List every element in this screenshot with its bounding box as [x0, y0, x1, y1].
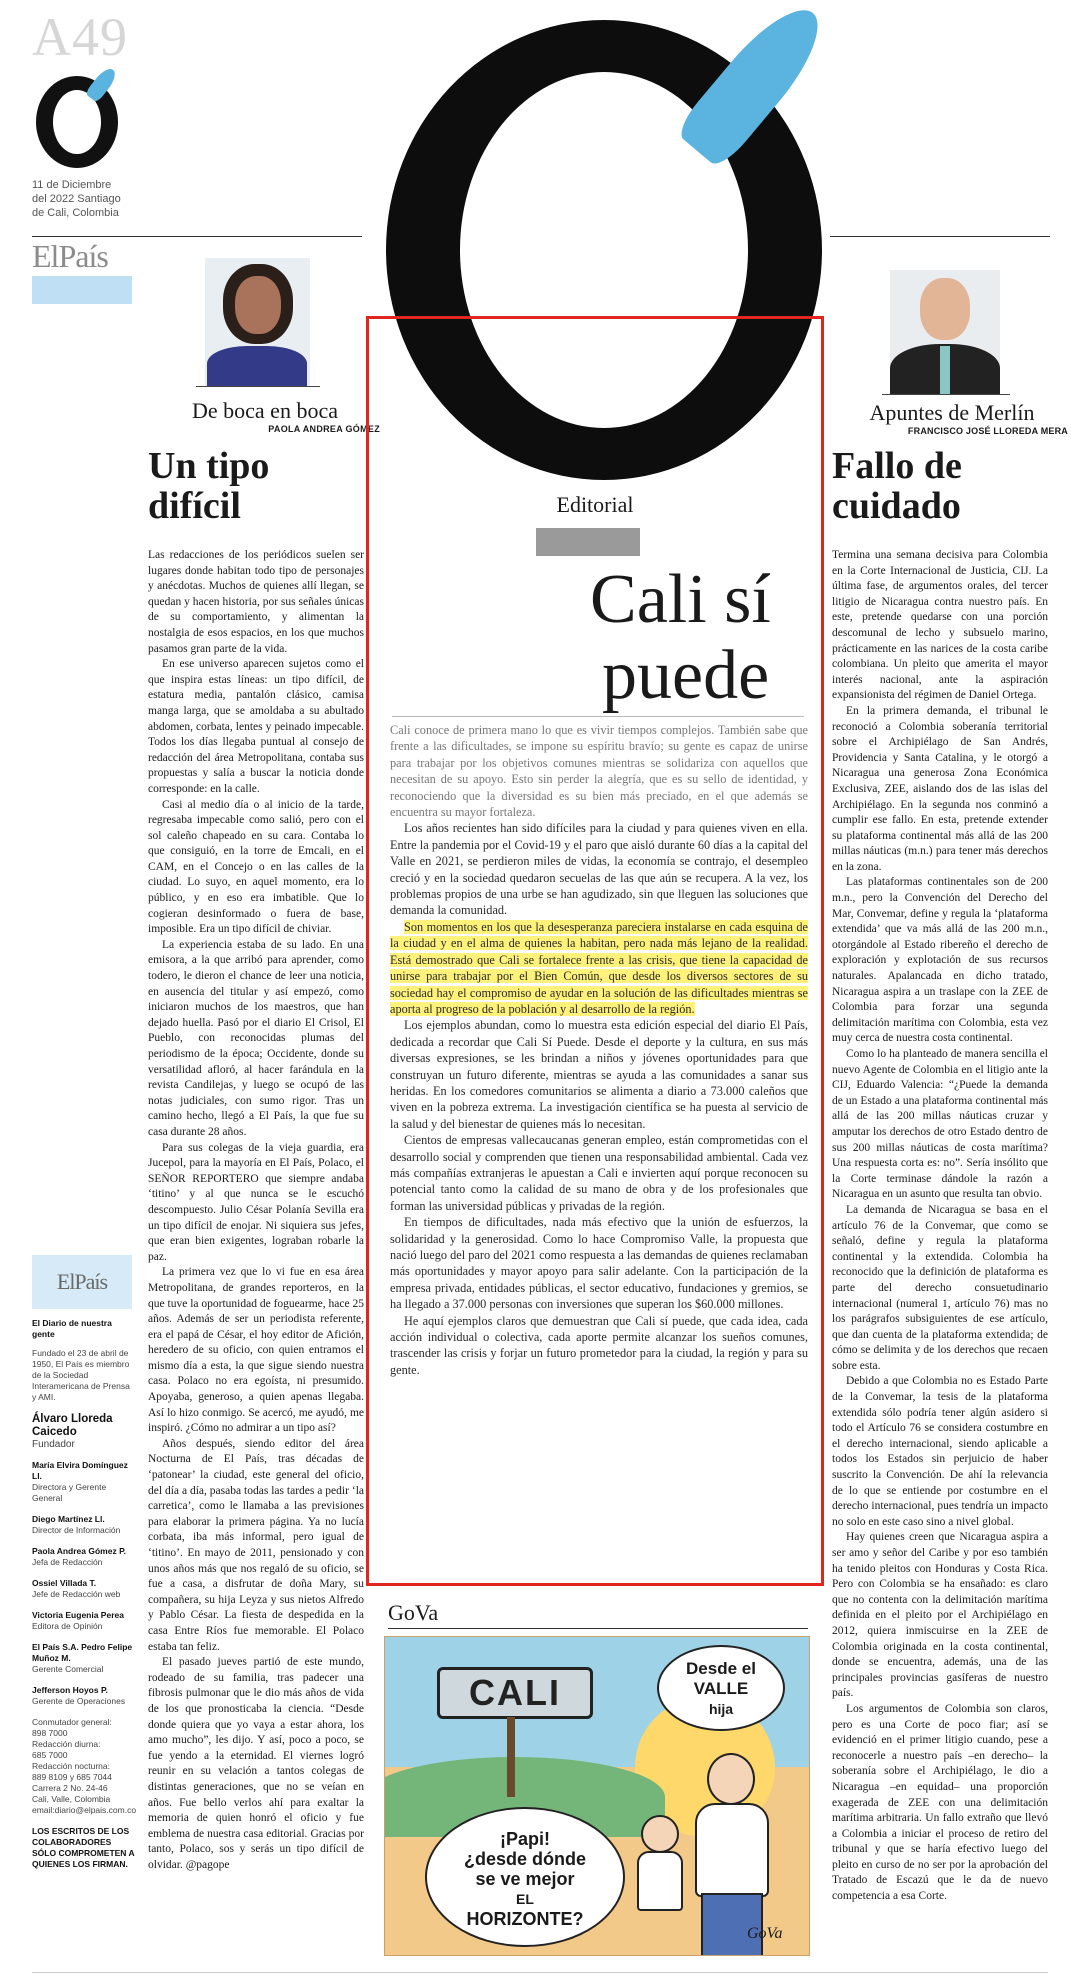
- staff-role: Jefe de Redacción web: [32, 1589, 121, 1599]
- staff-entry: [32, 1685, 136, 1707]
- editorial-body: [390, 722, 808, 1378]
- contact-line: 898 7000: [32, 1728, 68, 1738]
- masthead-disclaimer: LOS ESCRITOS DE LOS COLABORADORES SÓLO COMPROMETEN A QUIENES LOS FIRMAN.: [32, 1826, 135, 1869]
- editorial-headline-rule: [392, 716, 804, 717]
- paragraph: Los ejemplos abundan, como lo muestra esta edición especial del diario El País, dedicada a recordar que Cali Sí Puede. Desde el deporte y la cultura, en sus más diversas expresiones, se les brindan a niños y jóvenes oportunidades para que construyan un futuro diferente, mientras se ayuda a las comunidades a sanar sus heridas. En los comedores comunitarios se alimenta a diario a 73.000 caleños que viven en la pobreza extrema. La investigación científica se ha puesta al servicio de la salud y del bienestar de quienes más lo necesitan.: [390, 1018, 808, 1131]
- staff-name: El País S.A. Pedro Felipe Muñoz M.: [32, 1642, 133, 1663]
- column-author-right: FRANCISCO JOSÉ LLOREDA MERA: [907, 426, 1068, 436]
- paragraph: La primera vez que lo vi fue en esa área Metropolitana, de grandes reporteros, en la que tuve la oportunidad de foguearme, hace 25 años. Además de ser un periodista referente, era el papá de César, el hoy editor de Afición, heredero de su oficio, con quien entramos el mismo día a esta, la que sigue siendo nuestra casa. Polaco no era egoísta, ni presumido. Apoyaba, generoso, a quien apenas llegaba. Así lo hizo conmigo. Se acercó, me ayudó, me inspiró. ¿Cómo no admirar a un tipo así?: [148, 1266, 364, 1435]
- paragraph: Las redacciones de los periódicos suelen ser lugares donde habitan todo tipo de personajes y anécdotas. Muchos de quienes allí llegan, se quedan y hacen historia, por sus señales únicas de su comportamiento, y alimentan la nostalgia de esos espacios, en los que muchos pasamos gran parte de la vida.: [148, 549, 364, 655]
- date-line-1: 11 de Diciembre: [32, 179, 112, 191]
- editorial-headline-line-1: Cali sí: [590, 561, 771, 638]
- paragraph: Termina una semana decisiva para Colombia en la Corte Internacional de Justicia, CIJ. La última fase, de argumentos orales, del tercer litigio de Nicaragua contra nuestro país. En este, pretende quedarse con una porción descomunal de lecho y subsuelo marino, prácticamente en las narices de la costa caribe colombiana. Un pleito que amerita el mayor interés nacional, ante la aspiración expansionista del régimen de Daniel Ortega.: [832, 549, 1048, 702]
- staff-entry: [32, 1460, 136, 1504]
- speech-child-line-4: EL: [516, 1891, 534, 1907]
- staff-role: Jefa de Redacción: [32, 1557, 103, 1567]
- staff-role: Gerente de Operaciones: [32, 1696, 126, 1706]
- staff-name: María Elvira Domínguez Ll.: [32, 1460, 128, 1481]
- page-number: A49: [32, 7, 128, 67]
- contact-line: Conmutador general:: [32, 1717, 112, 1727]
- editorial-label: Editorial: [556, 492, 634, 517]
- headline-left-line-2: difícil: [148, 485, 241, 527]
- author-photo-left-face: [235, 276, 281, 334]
- paragraph: Hay quienes creen que Nicaragua aspira a ser amo y señor del Caribe y por eso también ha tenido pleitos con Honduras y Costa Rica. Pero con Colombia se ha ensañado: es claro que no contenta con la delimitación marítima definida en el pleito por el Archipiélago en 2012, quiera inmiscuirse en la ZEE de Colombia originada en la costa continental, donde se encuentra, además, una de las principales provincias gasíferas de nuestro país.: [832, 1531, 1048, 1700]
- editorial-headline: [590, 562, 771, 714]
- author-photo-right-base: [882, 394, 1010, 395]
- staff-entry: [32, 1610, 136, 1632]
- staff-role: Directora y Gerente General: [32, 1482, 107, 1503]
- author-photo-right-face: [920, 278, 970, 340]
- brand-blue-bar: [32, 276, 132, 304]
- paragraph: La experiencia estaba de su lado. En una emisora, a la que arribó para aprender, como todero, le dieron el chance de leer una noticia, en ausencia del titular y así empezó, como iniciaron muchos de los maestros, que han dejado huella. Pasó por el diario El Crisol, El Pueblo, con reconocidas plumas del periodismo de la época; Occidente, donde su versatilidad afloró, al hacer farándula en la revista Candilejas, y luego se ocupó de las notas judiciales, con sumo rigor. Tras un camino hecho, llegó a El País, la que fue su casa durante 28 años.: [148, 938, 364, 1138]
- staff-name: Paola Andrea Gómez P.: [32, 1546, 127, 1556]
- father-head: [707, 1753, 755, 1805]
- father-body: [695, 1803, 769, 1897]
- staff-role: Editora de Opinión: [32, 1621, 103, 1631]
- speech-child-line-3: se ve mejor: [475, 1869, 575, 1889]
- paragraph: Debido a que Colombia no es Estado Parte de la Convemar, la tesis de la plataforma extendida sólo podría tener algún asidero si todo el Artículo 76 se considera costumbre en el derecho internacional, siendo aplicable a todos los Estados sin perjuicio de haber suscrito la Convención. De ahí la relevancia de lo que se entiende por costumbre en el derecho internacional, pues tendría un impacto no solo en este caso sino a nivel global.: [832, 1375, 1048, 1528]
- paragraph: He aquí ejemplos claros que demuestran que Cali sí puede, que cada idea, cada acción individual o colectiva, cada aporte permite alcanzar los sueños comunes, trascender las crisis y forjar un futuro prometedor para la ciudad, la región y para su gente.: [390, 1313, 808, 1377]
- staff-entry: [32, 1514, 136, 1536]
- paragraph: La demanda de Nicaragua se basa en el artículo 76 de la Convemar, que como se señaló, define y regula la plataforma continental y la extendida. Colombia ha reconocido que la definición de plataforma es parte del derecho consuetudinario internacional (numeral 1, artículo 76) mas no los parágrafos subsiguientes de ese artículo, que dan cuenta de la plataforma extendida; de cómo se delimita y de los derechos que recaen sobre esta.: [832, 1203, 1048, 1372]
- column-author-left: PAOLA ANDREA GÓMEZ: [268, 424, 380, 434]
- headline-right-line-2: cuidado: [832, 485, 961, 527]
- paragraph: Las plataformas continentales son de 200 m.n., pero la Convención del Derecho del Mar, Convemar, define y regula la ‘plataforma extendida’ que va más allá de las 200 m.n., otorgándole al Estado ribereño el derecho de exploración y explotación de sus recursos naturales. Apalancada en dicho tratado, Nicaragua aspira a un traslape con la ZEE de Colombia para forzar una segunda delimitación marítima con Colombia, esta vez muy cerca de nuestra costa continental.: [832, 876, 1048, 1045]
- editorial-headline-line-2: puede: [602, 637, 770, 714]
- cartoon-cali-sign: CALI: [437, 1667, 593, 1719]
- masthead-brand: ElPaís: [56, 1269, 108, 1294]
- cartoon-rule: [388, 1628, 808, 1629]
- paragraph: Para sus colegas de la vieja guardia, era Jucepol, para la mayoría en El País, Polaco, el SEÑOR REPORTERO que siempre andaba ‘titino’ y al que nunca se le escuchó descompuesto. Julio César Polanía Sevilla era un tipo difícil de enojar. Ni siquiera sus jefes, que eran bien exigentes, lograban robarle la paz.: [148, 1141, 364, 1263]
- headline-left: [148, 446, 269, 526]
- headline-left-line-1: Un tipo: [148, 445, 270, 487]
- staff-entry: [32, 1578, 136, 1600]
- author-photo-right: [890, 270, 1000, 394]
- cartoon-sign-post: [507, 1717, 515, 1797]
- masthead-tagline: El Diario de nuestra gente: [32, 1318, 112, 1339]
- child-head: [641, 1815, 679, 1853]
- speech-child-line-5: HORIZONTE?: [466, 1909, 584, 1929]
- staff-entry: [32, 1642, 136, 1675]
- cartoon-child: [633, 1815, 683, 1915]
- staff-name: Victoria Eugenia Perea: [32, 1610, 124, 1620]
- staff-name: Ossiel Villada T.: [32, 1578, 97, 1588]
- highlighted-paragraph: [390, 919, 808, 1017]
- masthead-contact: [32, 1717, 136, 1816]
- headline-right-line-1: Fallo de: [832, 445, 962, 487]
- headline-right: [832, 446, 962, 526]
- child-body: [637, 1851, 683, 1911]
- staff-name: Álvaro Lloreda Caicedo: [32, 1413, 113, 1438]
- paragraph: Casi al medio día o al inicio de la tarde, regresaba impecable como salió, pero con el sol caleño chapeado en su cara. Contaba lo que consiguió, en la torre de Emcali, en el CAM, en el Concejo o en las calles de la ciudad. Lo suyo, en aquel momento, era lo público, y en eso era imbatible. Que lo cogieran desinformado o fuera de base, imposible. Era un tipo difícil de chiviar.: [148, 798, 364, 936]
- contact-line: 889 8109 y 685 7044: [32, 1772, 112, 1782]
- paragraph: En tiempos de dificultades, nada más efectivo que la unión de esfuerzos, la solidaridad y la generosidad. Como lo hace Compromiso Valle, la propuesta que nació luego del paro del 2021 como respuesta a las demandas de quienes reclamaban más oportunidades y mayor apoyo para salir adelante. Con la participación de la empresa privada, entidades públicas, el sector educativo, fundaciones y gremios, se ha llegado a 37.000 personas con inversiones que superan los $60.000 millones.: [390, 1215, 808, 1312]
- speech-father-line-3: hija: [708, 1701, 734, 1717]
- speech-father-line-1: Desde el: [686, 1659, 756, 1678]
- author-photo-right-tie: [940, 346, 950, 394]
- staff-role: Fundador: [32, 1439, 75, 1450]
- paragraph: Los años recientes han sido difíciles para la ciudad y para quienes viven en ella. Entre la pandemia por el Covid-19 y el paro que aisló durante 60 días a la capital del Valle en 2021, se perdieron miles de vidas, la economía se contrajo, el desempleo creció y en la sociedad quedaron secuelas de las que aún se recupera. A la vez, los problemas propios de una urbe se han agudizado, sin que lleguen las soluciones que demanda la comunidad.: [390, 821, 808, 918]
- speech-father-line-2: VALLE: [693, 1679, 749, 1698]
- cartoon-panel: [384, 1636, 810, 1956]
- staff-role: Director de Información: [32, 1525, 121, 1535]
- article-body-right: [832, 548, 1048, 1905]
- highlight: Son momentos en los que la desesperanza pareciera instalarse en cada esquina de la ciudad y en el alma de quienes la habitan, pero nada más lejano de la realidad. Está demostrado que Cali se fortalece frente a las crisis, que tiene la capacidad de unirse para trabajar por el Bien Común, que desde los diversos sectores de su sociedad hay el compromiso de ayudar en la solución de las dificultades mientras se aporta al progreso de la población y al desarrollo de la región.: [390, 919, 808, 1016]
- contact-email[interactable]: email:diario@elpais.com.co: [32, 1805, 137, 1815]
- paragraph: En la primera demanda, el tribunal le reconoció a Colombia soberanía territorial sobre el Archipiélago de San Andrés, Providencia y Santa Catalina, y le otorgó a Nicaragua una generosa Zona Económica Exclusiva, ZEE, aislando dos de las islas del Archipiélago. En la segunda nos conminó a cumplir ese fallo. En esta, pretende extender su plataforma continental más allá de las 200 millas náuticas (m.n.) para tener más derechos en la zona.: [832, 704, 1048, 873]
- bottom-rule: [32, 1972, 1048, 1973]
- cartoon-signature: GoVa: [747, 1925, 783, 1942]
- author-photo-left-body: [207, 346, 307, 386]
- author-photo-left-base: [196, 386, 320, 387]
- speech-bubble-father: [657, 1645, 785, 1731]
- speech-child-line-2: ¿desde dónde: [463, 1849, 586, 1869]
- paragraph: Cientos de empresas vallecaucanas generan empleo, están comprometidas con el desarrollo social y comprenden que tienen una responsabilidad ambiental. Cada vez más compañías extranjeras le apuestan a Cali e invierten aquí porque reconocen su potencial tanto como la calidad de su mano de obra y de los profesionales que forman las universidad públicas y privadas de la región.: [390, 1133, 808, 1213]
- paragraph: El pasado jueves partió de este mundo, rodeado de su familia, tras padecer una fibrosis pulmonar que le dio más años de vida de los que pronosticaba la ciencia. “Desde donde quiera que yo vaya a estar ahora, los amo mucho”, les dijo. Y así, poco a poco, se fue yendo a la eternidad. El viernes logró reunir en su velación a tantos colegas de distintas generaciones, que no se veían en años. Fue bello verlos ahí para exaltar la memoria de quien honró el oficio y fue emblema de nuestra casa editorial. Gracias por tanto, Polaco, sos y serás un tipo difícil de olvidar. @pagope: [148, 1656, 364, 1871]
- staff-name: Jefferson Hoyos P.: [32, 1685, 108, 1695]
- masthead: [32, 1318, 136, 1870]
- section-o-logo: [28, 62, 138, 174]
- date-line: [32, 178, 121, 220]
- cartoon-section-title: GoVa: [388, 1600, 439, 1625]
- top-right-rule: [830, 236, 1050, 237]
- brand-logo: ElPaís: [32, 238, 108, 274]
- speech-bubble-child: [425, 1807, 625, 1947]
- paragraph: Los argumentos de Colombia son claros, pero es una Corte de poco fiar; así se evidenció en el primer litigio cuando, pese a reconocerle a nuestro país –en derecho– la soberanía sobre el Archipiélago, le dio a Nicaragua –en equidad– una proporción exagerada de ZEE con una delimitación marítima arbitraria. Un fallo extraño que llevó a Colombia a iniciar el proceso de retiro del tribunal y que se haría efectivo luego del pleito en curso de no ser por la aprobación del Tratado de Escazú que le da de nuevo competencia a esa Corte.: [832, 1702, 1048, 1903]
- contact-line: Cali, Valle, Colombia: [32, 1794, 111, 1804]
- paragraph: Como lo ha planteado de manera sencilla el nuevo Agente de Colombia en el litigio ante la CIJ, Eduardo Valencia: “¿Puede la demanda de un Estado a una plataforma continental más allá de las 200 millas náuticas cruzar y amputar los derechos de otro Estado dentro de sus 200 millas náuticas de costa marítima? Una respuesta corta es: no”. Sería insólito que la Corte terminase dándole la razón a Nicaragua en un asunto que resulta tan obvio.: [832, 1048, 1048, 1201]
- paragraph: Años después, siendo editor del área Nocturna de El País, tras décadas de ‘patonear’ la ciudad, este general del oficio, del día a día, pasaba todas las tardes a pedir ‘la carretica’, como le llamaba a las previsiones para elaborar la primera página. Ya no lucía corbata, iba más informal, pero igual de ‘titino’. En mayo de 2011, pensionado y con unos años más que nos regaló de su oficio, se fue a casa, a disfrutar de doña Mary, su compañera, su hija Leyza y sus nietos Alfredo y Pablo César. La fiesta de despedida en la casa Entre Ríos fue memorable. El Polaco estaba tan feliz.: [148, 1437, 364, 1653]
- author-photo-left: [205, 258, 310, 386]
- editorial-gray-bar: [536, 528, 640, 556]
- staff-name: Diego Martínez Ll.: [32, 1514, 105, 1524]
- staff-entry: [32, 1413, 136, 1450]
- staff-entry: [32, 1546, 136, 1568]
- article-body-left: [148, 548, 364, 1873]
- speech-child-line-1: ¡Papi!: [499, 1829, 550, 1849]
- staff-role: Gerente Comercial: [32, 1664, 104, 1674]
- contact-line: Redacción nocturna:: [32, 1761, 110, 1771]
- top-left-rule: [32, 236, 362, 237]
- masthead-box: [32, 1255, 132, 1309]
- contact-line: Carrera 2 No. 24-46: [32, 1783, 108, 1793]
- column-name-right: Apuntes de Merlín: [869, 400, 1035, 425]
- paragraph: En ese universo aparecen sujetos como el que inspira estas líneas: un tipo difícil, de estatura media, pantalón clásico, camisa manga larga, que se amoldaba a su abultado abdomen, corbata, lentes y peinado impecable. Todos los días llegaba puntual al consejo de redacción del área Metropolitana, contaba sus propuestas y salía a buscar la noticia donde corresponde: en la calle.: [148, 658, 364, 795]
- date-line-2: del 2022 Santiago: [32, 193, 121, 205]
- masthead-founded: Fundado el 23 de abril de 1950, El País es miembro de la Sociedad Interamericana de Prensa y AMI.: [32, 1348, 130, 1402]
- date-line-3: de Cali, Colombia: [32, 207, 119, 219]
- contact-line: 685 7000: [32, 1750, 68, 1760]
- contact-line: Redacción diurna:: [32, 1739, 101, 1749]
- column-name-left: De boca en boca: [192, 398, 338, 423]
- paragraph: Cali conoce de primera mano lo que es vivir tiempos complejos. También sabe que frente a las dificultades, se impone su espíritu bravío; su gente es capaz de unirse para trabajar por los objetivos comunes mientras se solidariza con aquellos que necesitan de su apoyo. Esto sin perder la alegría, que es su sello de identidad, y reconociendo que la diversidad es su bien más preciado, en el que además se encuentra su mayor fortaleza.: [390, 723, 808, 820]
